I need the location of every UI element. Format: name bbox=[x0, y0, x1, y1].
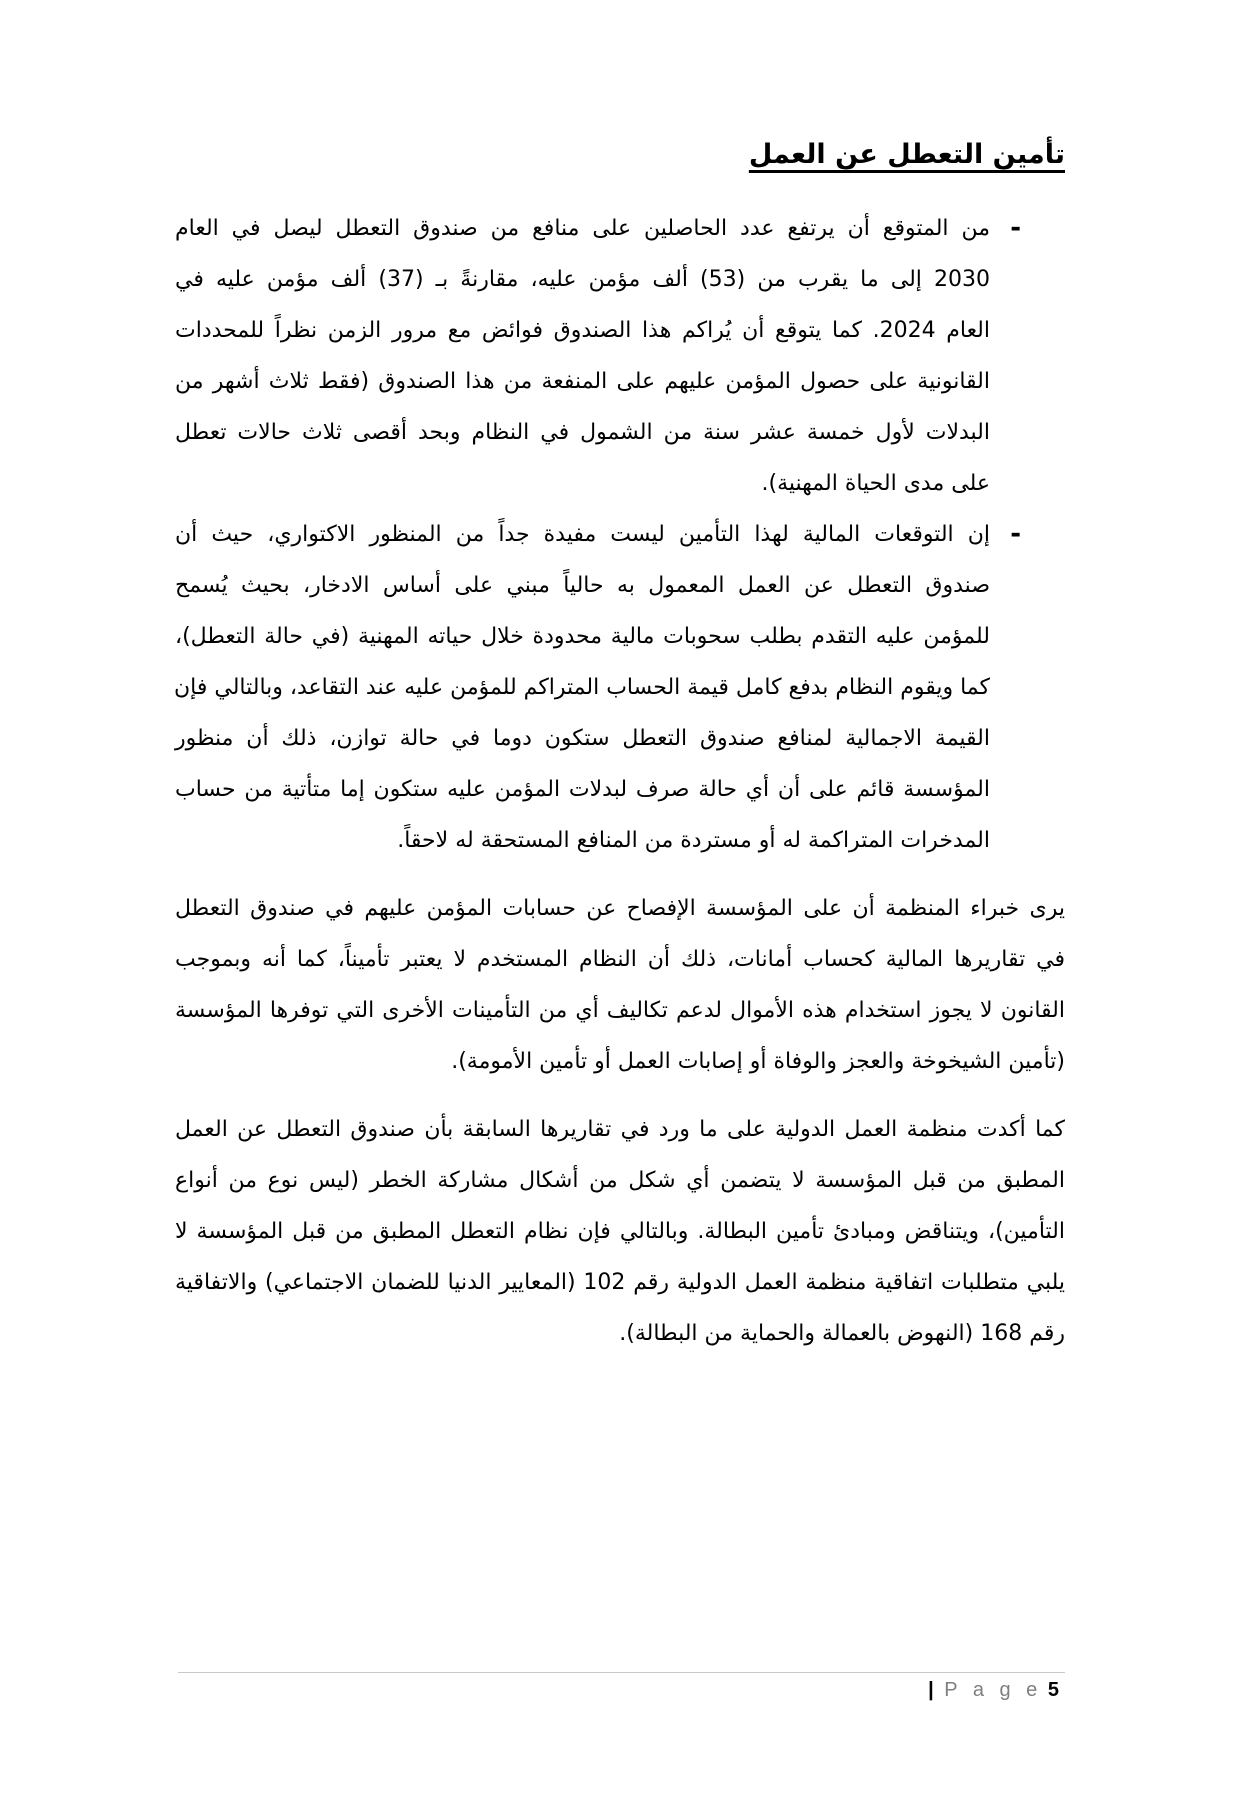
bullet-text bbox=[175, 509, 990, 866]
text-line: على مدى الحياة المهنية). bbox=[761, 471, 990, 496]
bullet-dash-marker: - bbox=[1010, 519, 1021, 549]
bullet-item bbox=[175, 509, 1065, 866]
bullet-item bbox=[175, 203, 1065, 509]
text-line: يرى خبراء المنظمة أن على المؤسسة الإفصاح عن حسابات المؤمن عليهم في صندوق التعطل bbox=[175, 896, 1065, 921]
page-title: تأمين التعطل عن العمل bbox=[748, 139, 1065, 170]
text-line: صندوق التعطل عن العمل المعمول به حالياً مبني على أساس الادخار، بحيث يُسمح bbox=[175, 573, 990, 598]
text-line: 2030 إلى ما يقرب من (53) ألف مؤمن عليه، مقارنةً بـ (37) ألف مؤمن عليه في bbox=[175, 267, 990, 292]
text-line: في تقاريرها المالية كحساب أمانات، ذلك أن النظام المستخدم لا يعتبر تأميناً، كما أنه وبموجب bbox=[175, 947, 1065, 972]
footer-page-label: P a g e bbox=[944, 1679, 1043, 1701]
bullet-dash-marker: - bbox=[1010, 213, 1021, 243]
bullet-text bbox=[175, 203, 990, 509]
footer-text bbox=[178, 1679, 1065, 1702]
text-line: للمؤمن عليه التقدم بطلب سحوبات مالية محدودة خلال حياته المهنية (في حالة التعطل)، bbox=[175, 624, 990, 649]
footer-page-number: 5 bbox=[1047, 1679, 1059, 1701]
text-line: البدلات لأول خمسة عشر سنة من الشمول في النظام وبحد أقصى ثلاث حالات تعطل bbox=[175, 420, 990, 445]
footer-rule bbox=[178, 1672, 1065, 1673]
text-line: المدخرات المتراكمة له أو مستردة من المنافع المستحقة له لاحقاً. bbox=[397, 828, 990, 853]
text-line: (تأمين الشيخوخة والعجز والوفاة أو إصابات العمل أو تأمين الأمومة). bbox=[451, 1049, 1065, 1074]
text-line: القانونية على حصول المؤمن عليهم على المنفعة من هذا الصندوق (فقط ثلاث أشهر من bbox=[175, 369, 990, 394]
text-line: القانون لا يجوز استخدام هذه الأموال لدعم تكاليف أي من التأمينات الأخرى التي توفرها المؤسسة bbox=[175, 998, 1065, 1023]
text-line: إن التوقعات المالية لهذا التأمين ليست مفيدة جداً من المنظور الاكتواري، حيث أن bbox=[175, 522, 990, 547]
text-line: القيمة الاجمالية لمنافع صندوق التعطل ستكون دوما في حالة توازن، ذلك أن منظور bbox=[175, 726, 990, 751]
text-line: يلبي متطلبات اتفاقية منظمة العمل الدولية رقم 102 (المعايير الدنيا للضمان الاجتماعي) والاتفاقية bbox=[175, 1270, 1066, 1295]
text-line: كما ويقوم النظام بدفع كامل قيمة الحساب المتراكم للمؤمن عليه عند التقاعد، وبالتالي فإن bbox=[173, 675, 990, 700]
page-footer bbox=[178, 1672, 1065, 1702]
text-line: التأمين)، ويتناقض ومبادئ تأمين البطالة. وبالتالي فإن نظام التعطل المطبق من قبل المؤسسة لا bbox=[175, 1219, 1065, 1244]
text-line: المؤسسة قائم على أن أي حالة صرف لبدلات المؤمن عليه ستكون إما متأتية من حساب bbox=[175, 777, 990, 802]
footer-separator: | bbox=[928, 1679, 934, 1701]
text-line: رقم 168 (النهوض بالعمالة والحماية من البطالة). bbox=[619, 1321, 1065, 1346]
paragraph bbox=[175, 883, 1065, 1087]
text-line: المطبق من قبل المؤسسة لا يتضمن أي شكل من أشكال مشاركة الخطر (ليس نوع من أنواع bbox=[175, 1168, 1065, 1193]
text-line: كما أكدت منظمة العمل الدولية على ما ورد في تقاريرها السابقة بأن صندوق التعطل عن العمل bbox=[175, 1117, 1065, 1142]
document-body bbox=[175, 0, 1065, 1359]
text-line: العام 2024. كما يتوقع أن يُراكم هذا الصندوق فوائض مع مرور الزمن نظراً للمحددات bbox=[175, 318, 990, 343]
text-line: من المتوقع أن يرتفع عدد الحاصلين على منافع من صندوق التعطل ليصل في العام bbox=[175, 216, 990, 241]
paragraph bbox=[175, 1104, 1065, 1359]
